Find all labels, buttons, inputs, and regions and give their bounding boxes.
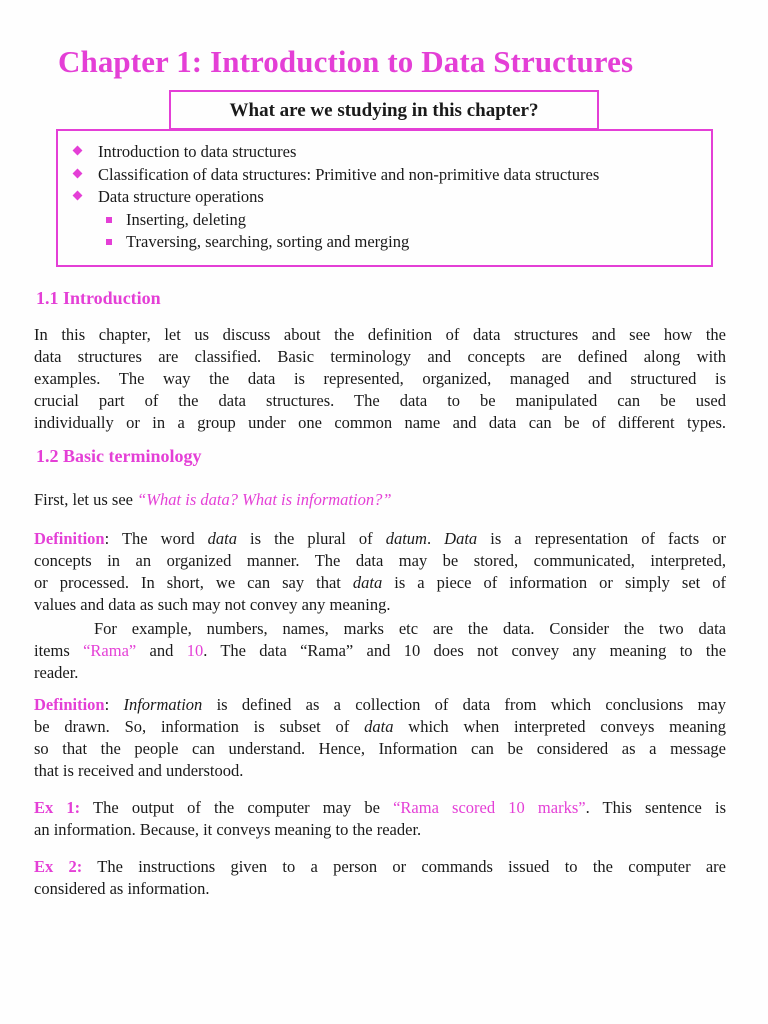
paragraph-line [34,528,726,550]
section-heading-introduction: 1.1 Introduction [36,288,161,308]
text-run: and [136,641,187,660]
diamond-bullet-icon [73,168,83,178]
paragraph-line [34,797,726,819]
overview-item [72,164,712,187]
text-run: is defined as a collection of data from which conclusions may [202,695,726,714]
overview-subitem-text: Inserting, deleting [126,209,247,229]
paragraph-line: that is received and understood. [34,761,244,780]
paragraph-line: considered as information. [34,879,210,898]
paragraph-line [34,489,726,511]
overview-item-text: Classification of data structures: Primitive and non-primitive data structures [98,164,600,184]
overview-item [72,141,712,164]
diamond-bullet-icon [73,191,83,201]
paragraph-line: In this chapter, let us discuss about the definition of data structures and see how the [34,325,726,344]
example-label: Ex 2: [34,857,83,876]
paragraph-line [34,640,726,662]
text-run: is the plural of [236,529,386,548]
overview-subitem [72,231,712,254]
term-data: data [364,717,394,736]
text-run: First, let us see [34,490,138,509]
text-run: is a representation of facts or [477,529,726,548]
chapter-overview-heading: What are we studying in this chapter? [169,90,599,130]
text-run: The instructions given to a person or commands issued to the computer are [82,857,726,876]
square-bullet-icon [106,239,112,245]
first-question-paragraph [34,489,726,511]
diamond-bullet-icon [73,146,83,156]
text-run: items [34,641,84,660]
overview-subitem-text: Traversing, searching, sorting and merging [126,232,410,251]
chapter-overview-list [72,141,712,254]
term-information: Information [123,695,203,714]
term-data: data [207,529,237,548]
paragraph-line: an information. Because, it conveys meaning to the reader. [34,820,422,839]
text-run: The output of the computer may be [80,798,394,817]
text-run: be drawn. So, information is subset of [34,717,365,736]
example-1-paragraph [34,797,726,841]
definition-label: Definition [34,529,105,548]
paragraph-line [34,694,726,716]
paragraph-line: values and data as such may not convey any meaning. [34,595,391,614]
example-quote: “Rama scored 10 marks” [393,798,586,817]
text-run: . [426,529,445,548]
example-2-paragraph [34,856,726,900]
text-run: or processed. In short, we can say that [34,573,353,592]
square-bullet-icon [106,217,112,223]
paragraph-line: so that the people can understand. Hence, Information can be considered as a message [34,739,726,758]
text-run: : [104,695,124,714]
section-heading-basic-terminology: 1.2 Basic terminology [36,446,202,466]
overview-item-text: Data structure operations [98,187,264,206]
information-definition-paragraph [34,694,726,782]
text-run: which when interpreted conveys meaning [393,717,726,736]
term-data: data [352,573,383,592]
text-run: is a piece of information or simply set of [382,573,726,592]
paragraph-line [34,856,726,878]
paragraph-line: individually or in a group under one common name and data can be of different types. [34,413,726,432]
example-ten: 10 [186,641,204,660]
term-datum: datum [385,529,427,548]
paragraph-line: For example, numbers, names, marks etc are the data. Consider the two data [94,619,726,638]
paragraph-line: reader. [34,663,79,682]
definition-label: Definition [34,695,105,714]
overview-item [72,186,712,209]
example-label: Ex 1: [34,798,81,817]
overview-item-text: Introduction to data structures [98,142,297,161]
text-run: : The word [104,529,208,548]
overview-subitem [72,209,712,232]
example-rama: “Rama” [83,641,137,660]
text-run: . The data “Rama” and 10 does not convey any meaning to the [203,641,727,660]
paragraph-line: examples. The way the data is represented, organized, managed and structured is [34,369,726,388]
data-definition-paragraph [34,528,726,616]
paragraph-line: crucial part of the data structures. The data to be manipulated can be used [34,391,726,410]
question-quote: “What is data? What is information?” [137,490,392,509]
text-run: . This sentence is [585,798,727,817]
term-data: Data [444,529,478,548]
introduction-paragraph [34,324,726,434]
chapter-title: Chapter 1: Introduction to Data Structures [58,44,634,79]
paragraph-line [34,716,726,738]
paragraph-line [34,572,726,594]
paragraph-line: data structures are classified. Basic terminology and concepts are defined along with [34,347,726,366]
example-paragraph [34,618,726,684]
paragraph-line: concepts in an organized manner. The data may be stored, communicated, interpreted, [34,551,726,570]
